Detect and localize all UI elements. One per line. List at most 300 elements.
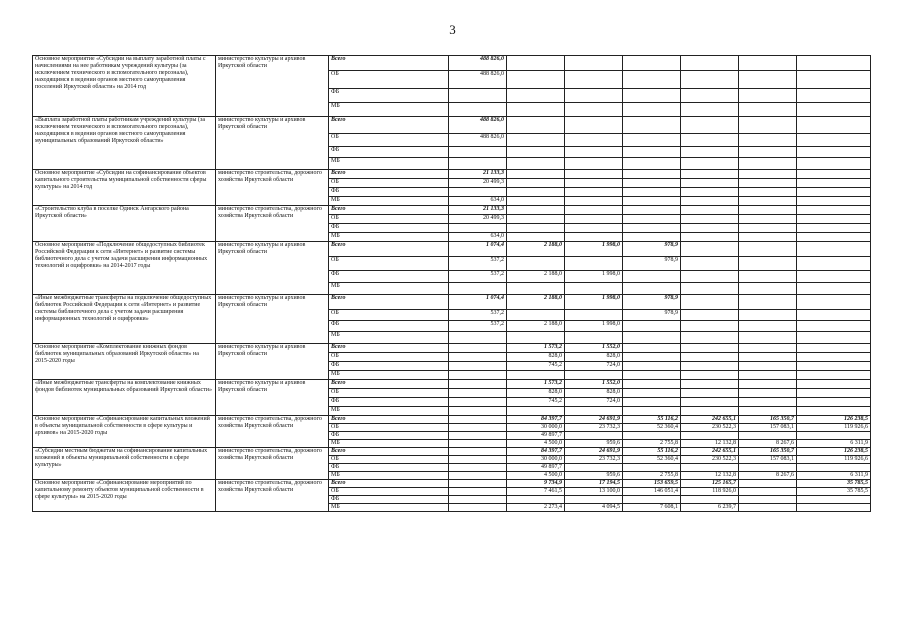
amount-cell (623, 321, 681, 332)
funding-source: ФБ (329, 188, 449, 197)
amount-cell (739, 488, 797, 496)
amount-cell: 2 755,8 (623, 472, 681, 480)
amount-cell (449, 89, 507, 103)
amount-cell (449, 504, 507, 512)
amount-cell: 1 998,0 (565, 242, 623, 257)
amount-cell: 49 897,7 (507, 432, 565, 440)
amount-cell (681, 233, 739, 242)
amount-cell (681, 407, 739, 416)
amount-cell (797, 71, 871, 89)
amount-cell (739, 464, 797, 472)
amount-cell (507, 283, 565, 295)
funding-source: Всего (329, 448, 449, 456)
amount-cell: 20 499,3 (449, 179, 507, 188)
amount-cell (681, 295, 739, 310)
amount-cell (565, 188, 623, 197)
amount-cell (623, 197, 681, 206)
amount-cell: 21 133,3 (449, 206, 507, 215)
amount-cell (681, 321, 739, 332)
amount-cell: 119 926,6 (797, 424, 871, 432)
amount-cell (739, 398, 797, 407)
amount-cell (623, 432, 681, 440)
table-row (33, 117, 871, 134)
amount-cell (681, 134, 739, 147)
amount-cell (797, 215, 871, 224)
amount-cell (681, 117, 739, 134)
amount-cell (449, 224, 507, 233)
amount-cell (507, 56, 565, 71)
amount-cell: 52 360,4 (623, 456, 681, 464)
amount-cell (449, 332, 507, 344)
amount-cell (681, 398, 739, 407)
amount-cell (623, 134, 681, 147)
activity-name: «Субсидии местным бюджетам на софинансирование капитальных вложений в объекты муниципальной собственности в сфере культуры» (33, 448, 216, 480)
amount-cell (797, 504, 871, 512)
budget-table (32, 55, 871, 512)
amount-cell: 157 083,1 (739, 424, 797, 432)
amount-cell: 52 360,4 (623, 424, 681, 432)
table-row (33, 448, 871, 456)
amount-cell (449, 407, 507, 416)
amount-cell (623, 362, 681, 371)
activity-name: «Иные межбюджетные трансферты на комплектование книжных фондов библиотек муниципальных образований Иркутской области» (33, 380, 216, 416)
amount-cell (565, 257, 623, 271)
amount-cell (449, 496, 507, 504)
amount-cell (623, 158, 681, 170)
amount-cell (623, 117, 681, 134)
amount-cell (623, 224, 681, 233)
amount-cell (565, 310, 623, 321)
amount-cell (797, 89, 871, 103)
amount-cell (565, 215, 623, 224)
amount-cell (739, 432, 797, 440)
amount-cell: 125 165,7 (681, 480, 739, 488)
executor-name: министерство культуры и архивов Иркутской области (216, 56, 329, 117)
amount-cell (739, 147, 797, 158)
amount-cell (739, 197, 797, 206)
amount-cell (739, 257, 797, 271)
amount-cell (507, 257, 565, 271)
amount-cell: 126 238,5 (797, 448, 871, 456)
amount-cell (797, 158, 871, 170)
amount-cell (681, 224, 739, 233)
amount-cell (681, 344, 739, 353)
amount-cell (565, 224, 623, 233)
amount-cell (449, 103, 507, 117)
funding-source: МБ (329, 371, 449, 380)
funding-source: ФБ (329, 224, 449, 233)
amount-cell (507, 310, 565, 321)
funding-source: ОБ (329, 488, 449, 496)
amount-cell (739, 389, 797, 398)
amount-cell: 153 659,5 (623, 480, 681, 488)
amount-cell (681, 496, 739, 504)
amount-cell (739, 332, 797, 344)
amount-cell (739, 103, 797, 117)
amount-cell: 537,2 (449, 321, 507, 332)
amount-cell: 1 573,2 (507, 380, 565, 389)
amount-cell: 8 267,6 (739, 440, 797, 448)
amount-cell (739, 407, 797, 416)
amount-cell: 959,6 (565, 440, 623, 448)
amount-cell: 55 116,2 (623, 416, 681, 424)
amount-cell: 828,0 (565, 353, 623, 362)
funding-source: ФБ (329, 147, 449, 158)
amount-cell (449, 464, 507, 472)
amount-cell (681, 371, 739, 380)
amount-cell: 1 074,4 (449, 242, 507, 257)
amount-cell (507, 197, 565, 206)
table-row (33, 242, 871, 257)
amount-cell (623, 389, 681, 398)
amount-cell (565, 432, 623, 440)
amount-cell: 2 188,0 (507, 295, 565, 310)
amount-cell: 2 755,8 (623, 440, 681, 448)
funding-source: ФБ (329, 432, 449, 440)
amount-cell: 488 826,0 (449, 117, 507, 134)
amount-cell (623, 353, 681, 362)
amount-cell (681, 271, 739, 283)
funding-source: ОБ (329, 257, 449, 271)
amount-cell (623, 206, 681, 215)
funding-source: ОБ (329, 71, 449, 89)
amount-cell (739, 233, 797, 242)
amount-cell: 2 188,0 (507, 321, 565, 332)
activity-name: «Выплата заработной платы работникам учреждений культуры (за исключением технического и вспомогательного персонала), находящимся в ведении органов местного самоуправления муниципальных образований Иркутской области» (33, 117, 216, 170)
amount-cell (739, 56, 797, 71)
amount-cell (797, 389, 871, 398)
amount-cell (507, 158, 565, 170)
activity-name: Основное мероприятие «Софинансирование мероприятий по капитальному ремонту объектов муниципальной собственности в сфере культуры» на 2015-2020 годы (33, 480, 216, 512)
funding-source: Всего (329, 117, 449, 134)
amount-cell (797, 242, 871, 257)
amount-cell (739, 117, 797, 134)
amount-cell (681, 257, 739, 271)
funding-source: ОБ (329, 353, 449, 362)
amount-cell (739, 310, 797, 321)
amount-cell (739, 504, 797, 512)
funding-source: Всего (329, 344, 449, 353)
amount-cell: 12 132,8 (681, 440, 739, 448)
amount-cell (797, 188, 871, 197)
amount-cell (797, 432, 871, 440)
amount-cell: 146 051,4 (623, 488, 681, 496)
funding-source: МБ (329, 197, 449, 206)
amount-cell (797, 103, 871, 117)
amount-cell: 828,0 (507, 353, 565, 362)
amount-cell (623, 170, 681, 179)
amount-cell (681, 71, 739, 89)
amount-cell (507, 71, 565, 89)
amount-cell: 12 132,8 (681, 472, 739, 480)
amount-cell (565, 371, 623, 380)
amount-cell (623, 103, 681, 117)
amount-cell (681, 432, 739, 440)
amount-cell (565, 464, 623, 472)
amount-cell (739, 353, 797, 362)
activity-name: «Строительство клуба в поселке Одинск Ангарского района Иркутской области» (33, 206, 216, 242)
table-row (33, 295, 871, 310)
amount-cell (507, 170, 565, 179)
amount-cell (681, 197, 739, 206)
amount-cell (507, 371, 565, 380)
amount-cell: 724,0 (565, 398, 623, 407)
amount-cell (681, 283, 739, 295)
executor-name: министерство строительства, дорожного хозяйства Иркутской области (216, 480, 329, 512)
amount-cell: 6 239,7 (681, 504, 739, 512)
amount-cell (797, 56, 871, 71)
executor-name: министерство культуры и архивов Иркутской области (216, 344, 329, 380)
amount-cell: 978,9 (623, 295, 681, 310)
amount-cell (449, 362, 507, 371)
amount-cell (449, 344, 507, 353)
funding-source: МБ (329, 332, 449, 344)
amount-cell (507, 188, 565, 197)
amount-cell (797, 257, 871, 271)
amount-cell (739, 380, 797, 389)
executor-name: министерство культуры и архивов Иркутской области (216, 242, 329, 295)
amount-cell (681, 179, 739, 188)
activity-name: Основное мероприятие «Субсидии на выплату заработной платы с начислениями на нее работникам учреждений культуры (за исключением технического и вспомогательного персонала), находящимся в ведении органов местного самоуправления поселений Иркутской области» на 2014 год (33, 56, 216, 117)
amount-cell: 35 785,5 (797, 488, 871, 496)
amount-cell (565, 147, 623, 158)
funding-source: ФБ (329, 464, 449, 472)
amount-cell: 6 311,9 (797, 440, 871, 448)
amount-cell: 4 500,0 (507, 472, 565, 480)
funding-source: Всего (329, 416, 449, 424)
amount-cell (681, 362, 739, 371)
amount-cell (681, 332, 739, 344)
amount-cell: 1 552,0 (565, 380, 623, 389)
amount-cell: 230 522,3 (681, 456, 739, 464)
executor-name: министерство культуры и архивов Иркутской области (216, 117, 329, 170)
amount-cell: 24 691,9 (565, 416, 623, 424)
amount-cell (797, 371, 871, 380)
table-row (33, 416, 871, 424)
amount-cell: 119 926,6 (797, 456, 871, 464)
amount-cell (623, 283, 681, 295)
amount-cell (565, 179, 623, 188)
amount-cell (739, 242, 797, 257)
funding-source: ОБ (329, 215, 449, 224)
funding-source: МБ (329, 407, 449, 416)
amount-cell (739, 71, 797, 89)
amount-cell: 7 608,1 (623, 504, 681, 512)
amount-cell: 1 998,0 (565, 295, 623, 310)
amount-cell: 1 998,0 (565, 271, 623, 283)
amount-cell (623, 71, 681, 89)
amount-cell (681, 380, 739, 389)
amount-cell: 634,0 (449, 197, 507, 206)
amount-cell (623, 56, 681, 71)
executor-name: министерство строительства, дорожного хозяйства Иркутской области (216, 448, 329, 480)
amount-cell: 488 826,0 (449, 71, 507, 89)
amount-cell (565, 407, 623, 416)
amount-cell (507, 134, 565, 147)
amount-cell (565, 117, 623, 134)
amount-cell: 8 267,6 (739, 472, 797, 480)
amount-cell (507, 89, 565, 103)
amount-cell (797, 283, 871, 295)
amount-cell (797, 398, 871, 407)
amount-cell (623, 233, 681, 242)
amount-cell (797, 496, 871, 504)
amount-cell (623, 271, 681, 283)
amount-cell (449, 480, 507, 488)
amount-cell: 21 133,3 (449, 170, 507, 179)
amount-cell: 2 188,0 (507, 242, 565, 257)
amount-cell (507, 332, 565, 344)
amount-cell: 828,0 (565, 389, 623, 398)
amount-cell: 1 552,0 (565, 344, 623, 353)
funding-source: МБ (329, 283, 449, 295)
amount-cell (507, 206, 565, 215)
amount-cell (797, 407, 871, 416)
amount-cell (565, 56, 623, 71)
amount-cell: 745,2 (507, 362, 565, 371)
funding-source: МБ (329, 233, 449, 242)
amount-cell (623, 371, 681, 380)
amount-cell (681, 464, 739, 472)
amount-cell (565, 496, 623, 504)
activity-name: Основное мероприятие «Комплектование книжных фондов библиотек муниципальных образований Иркутской области» на 2015-2020 годы (33, 344, 216, 380)
amount-cell (449, 472, 507, 480)
amount-cell (507, 233, 565, 242)
table-row (33, 380, 871, 389)
amount-cell (797, 179, 871, 188)
amount-cell (623, 179, 681, 188)
amount-cell (739, 371, 797, 380)
amount-cell (681, 56, 739, 71)
amount-cell (565, 206, 623, 215)
amount-cell (565, 158, 623, 170)
amount-cell: 157 083,1 (739, 456, 797, 464)
amount-cell (565, 103, 623, 117)
amount-cell (449, 398, 507, 407)
amount-cell (449, 158, 507, 170)
amount-cell: 24 691,9 (565, 448, 623, 456)
amount-cell (739, 179, 797, 188)
funding-source: ФБ (329, 271, 449, 283)
amount-cell: 20 499,3 (449, 215, 507, 224)
amount-cell (449, 188, 507, 197)
funding-source: Всего (329, 170, 449, 179)
amount-cell (449, 488, 507, 496)
amount-cell: 17 194,5 (565, 480, 623, 488)
executor-name: министерство строительства, дорожного хозяйства Иркутской области (216, 206, 329, 242)
amount-cell (797, 295, 871, 310)
amount-cell: 35 785,5 (797, 480, 871, 488)
amount-cell (507, 179, 565, 188)
funding-source: ОБ (329, 310, 449, 321)
amount-cell: 488 826,0 (449, 56, 507, 71)
amount-cell: 49 897,7 (507, 464, 565, 472)
amount-cell (507, 147, 565, 158)
amount-cell (449, 389, 507, 398)
amount-cell (739, 206, 797, 215)
amount-cell (739, 321, 797, 332)
amount-cell: 30 000,0 (507, 456, 565, 464)
executor-name: министерство строительства, дорожного хозяйства Иркутской области (216, 170, 329, 206)
amount-cell: 7 461,5 (507, 488, 565, 496)
funding-source: МБ (329, 504, 449, 512)
funding-source: ФБ (329, 398, 449, 407)
amount-cell: 724,0 (565, 362, 623, 371)
amount-cell (449, 440, 507, 448)
amount-cell (681, 353, 739, 362)
amount-cell (449, 416, 507, 424)
amount-cell (681, 170, 739, 179)
table-row (33, 480, 871, 488)
amount-cell: 84 397,7 (507, 448, 565, 456)
amount-cell (565, 134, 623, 147)
amount-cell (797, 170, 871, 179)
funding-source: Всего (329, 295, 449, 310)
amount-cell (507, 215, 565, 224)
executor-name: министерство строительства, дорожного хозяйства Иркутской области (216, 416, 329, 448)
amount-cell (739, 224, 797, 233)
amount-cell: 537,2 (449, 271, 507, 283)
funding-source: МБ (329, 103, 449, 117)
funding-source: Всего (329, 480, 449, 488)
amount-cell (797, 310, 871, 321)
amount-cell (681, 147, 739, 158)
amount-cell: 30 000,0 (507, 424, 565, 432)
funding-source: ОБ (329, 389, 449, 398)
funding-source: ФБ (329, 362, 449, 371)
activity-name: «Иные межбюджетные трансферты на подключение общедоступных библиотек Российской Федерации к сети «Интернет» и развитие системы библиотечного дела с учетом задачи расширения информационных технологий и оцифровки» (33, 295, 216, 344)
amount-cell (681, 215, 739, 224)
amount-cell (565, 283, 623, 295)
amount-cell (797, 117, 871, 134)
amount-cell (739, 134, 797, 147)
funding-source: ФБ (329, 321, 449, 332)
amount-cell (507, 224, 565, 233)
amount-cell (797, 332, 871, 344)
amount-cell (449, 353, 507, 362)
amount-cell: 1 998,0 (565, 321, 623, 332)
table-row (33, 170, 871, 179)
amount-cell: 4 500,0 (507, 440, 565, 448)
amount-cell (565, 170, 623, 179)
amount-cell (739, 271, 797, 283)
amount-cell (507, 117, 565, 134)
amount-cell (739, 188, 797, 197)
amount-cell: 6 311,9 (797, 472, 871, 480)
amount-cell (507, 407, 565, 416)
funding-source: ФБ (329, 496, 449, 504)
amount-cell (797, 362, 871, 371)
amount-cell (681, 158, 739, 170)
amount-cell: 4 094,5 (565, 504, 623, 512)
activity-name: Основное мероприятие «Подключение общедоступных библиотек Российской Федерации к сети «Интернет» и развитие системы библиотечного дела с учетом задачи расширения информационных технологий и оцифровки» на 2014-2017 годы (33, 242, 216, 295)
amount-cell (623, 496, 681, 504)
funding-source: МБ (329, 158, 449, 170)
amount-cell: 537,2 (449, 310, 507, 321)
funding-source: Всего (329, 206, 449, 215)
amount-cell (681, 242, 739, 257)
funding-source: ОБ (329, 456, 449, 464)
amount-cell (739, 89, 797, 103)
amount-cell (565, 233, 623, 242)
amount-cell (797, 134, 871, 147)
executor-name: министерство культуры и архивов Иркутской области (216, 380, 329, 416)
amount-cell (681, 206, 739, 215)
funding-source: МБ (329, 472, 449, 480)
amount-cell (797, 197, 871, 206)
amount-cell (565, 89, 623, 103)
funding-source: ОБ (329, 179, 449, 188)
